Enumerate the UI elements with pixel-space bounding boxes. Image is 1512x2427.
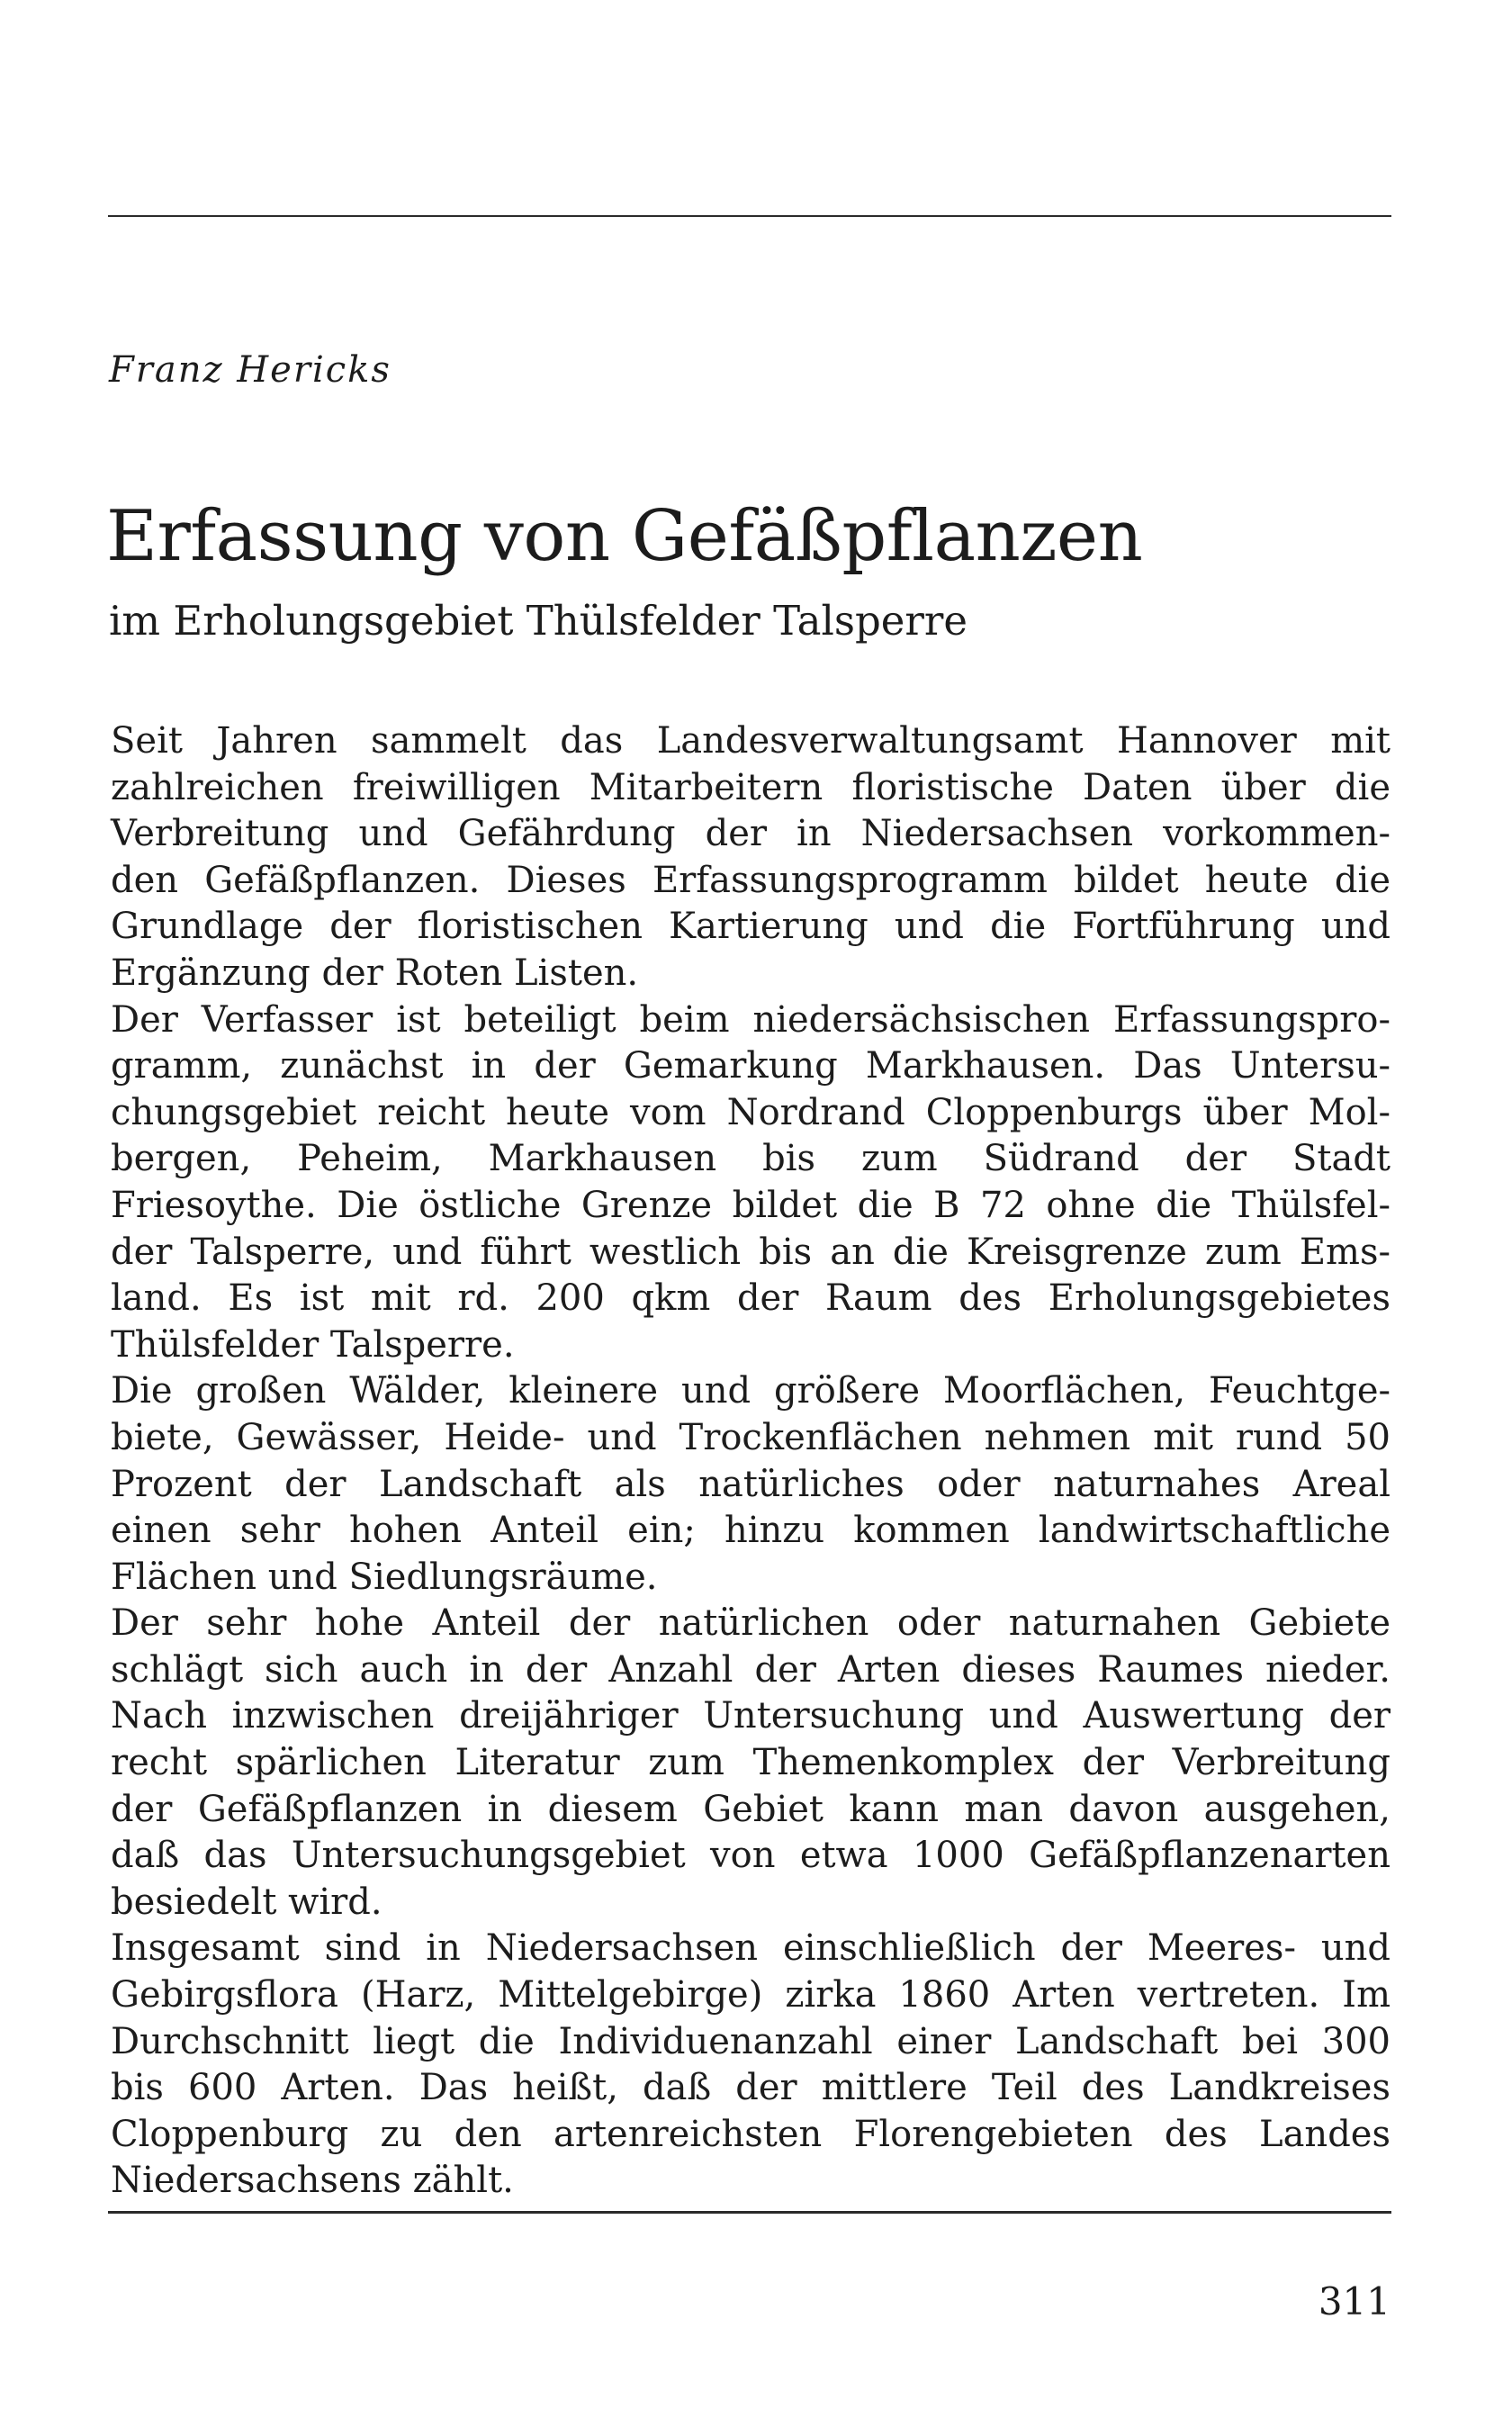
text-line: Thülsfelder Talsperre.	[111, 1323, 515, 1366]
text-line: der Talsperre, und führt westlich bis an die Kreisgrenze zum Ems-	[111, 1231, 1390, 1273]
text-line: zahlreichen freiwilligen Mitarbeitern floristische Daten über die	[111, 766, 1390, 808]
text-line: einen sehr hohen Anteil ein; hinzu kommen landwirtschaftliche	[111, 1510, 1390, 1552]
text-line: daß das Untersuchungsgebiet von etwa 1000 Gefäßpflanzenarten	[111, 1835, 1390, 1877]
text-line: Seit Jahren sammelt das Landesverwaltungsamt Hannover mit	[111, 720, 1390, 762]
page-number: 311	[1318, 2279, 1390, 2323]
paragraph	[111, 997, 1390, 1369]
text-line: chungsgebiet reicht heute vom Nordrand Cloppenburgs über Mol-	[111, 1091, 1390, 1133]
top-rule	[108, 215, 1391, 217]
text-line: Ergänzung der Roten Listen.	[111, 952, 639, 994]
text-line: bergen, Peheim, Markhausen bis zum Südrand der Stadt	[111, 1138, 1390, 1180]
text-line: Der sehr hohe Anteil der natürlichen oder naturnahen Gebiete	[111, 1602, 1390, 1645]
article-body	[111, 718, 1390, 2205]
text-line: biete, Gewässer, Heide- und Trockenflächen nehmen mit rund 50	[111, 1416, 1390, 1458]
text-line: Prozent der Landschaft als natürliches oder naturnahes Areal	[111, 1463, 1390, 1505]
text-line: Durchschnitt liegt die Individuenanzahl einer Landschaft bei 300	[111, 2020, 1390, 2062]
text-line: Niedersachsens zählt.	[111, 2160, 514, 2202]
text-line: Flächen und Siedlungsräume.	[111, 1556, 658, 1598]
text-line: Friesoythe. Die östliche Grenze bildet die B 72 ohne die Thülsfel-	[111, 1184, 1390, 1226]
text-line: besiedelt wird.	[111, 1881, 382, 1923]
text-line: Cloppenburg zu den artenreichsten Florengebieten des Landes	[111, 2113, 1390, 2155]
text-line: schlägt sich auch in der Anzahl der Arten dieses Raumes nieder.	[111, 1648, 1390, 1691]
paragraph	[111, 1601, 1390, 1926]
text-line: der Gefäßpflanzen in diesem Gebiet kann man davon ausgehen,	[111, 1788, 1390, 1830]
bottom-rule	[108, 2211, 1391, 2214]
paragraph	[111, 718, 1390, 997]
text-line: Grundlage der floristischen Kartierung und die Fortführung und	[111, 906, 1390, 948]
text-line: Der Verfasser ist beteiligt beim niedersächsischen Erfassungspro-	[111, 998, 1390, 1041]
text-line: Nach inzwischen dreijähriger Untersuchung und Auswertung der	[111, 1695, 1390, 1737]
text-line: Verbreitung und Gefährdung der in Niedersachsen vorkommen-	[111, 813, 1390, 855]
paragraph	[111, 1926, 1390, 2205]
author-name: Franz Hericks	[109, 349, 392, 391]
paragraph	[111, 1368, 1390, 1601]
text-line: bis 600 Arten. Das heißt, daß der mittlere Teil des Landkreises	[111, 2067, 1390, 2109]
text-line: Gebirgsflora (Harz, Mittelgebirge) zirka 1860 Arten vertreten. Im	[111, 1974, 1390, 2016]
article-title: Erfassung von Gefäßpflanzen	[106, 496, 1143, 577]
text-line: land. Es ist mit rd. 200 qkm der Raum des Erholungsgebietes	[111, 1277, 1390, 1320]
text-line: Die großen Wälder, kleinere und größere Moorflächen, Feuchtge-	[111, 1370, 1390, 1412]
text-line: recht spärlichen Literatur zum Themenkomplex der Verbreitung	[111, 1742, 1390, 1784]
text-line: gramm, zunächst in der Gemarkung Markhausen. Das Untersu-	[111, 1045, 1390, 1087]
article-subtitle: im Erholungsgebiet Thülsfelder Talsperre	[109, 597, 968, 645]
text-line: Insgesamt sind in Niedersachsen einschließlich der Meeres- und	[111, 1927, 1390, 1970]
text-line: den Gefäßpflanzen. Dieses Erfassungsprogramm bildet heute die	[111, 859, 1390, 901]
